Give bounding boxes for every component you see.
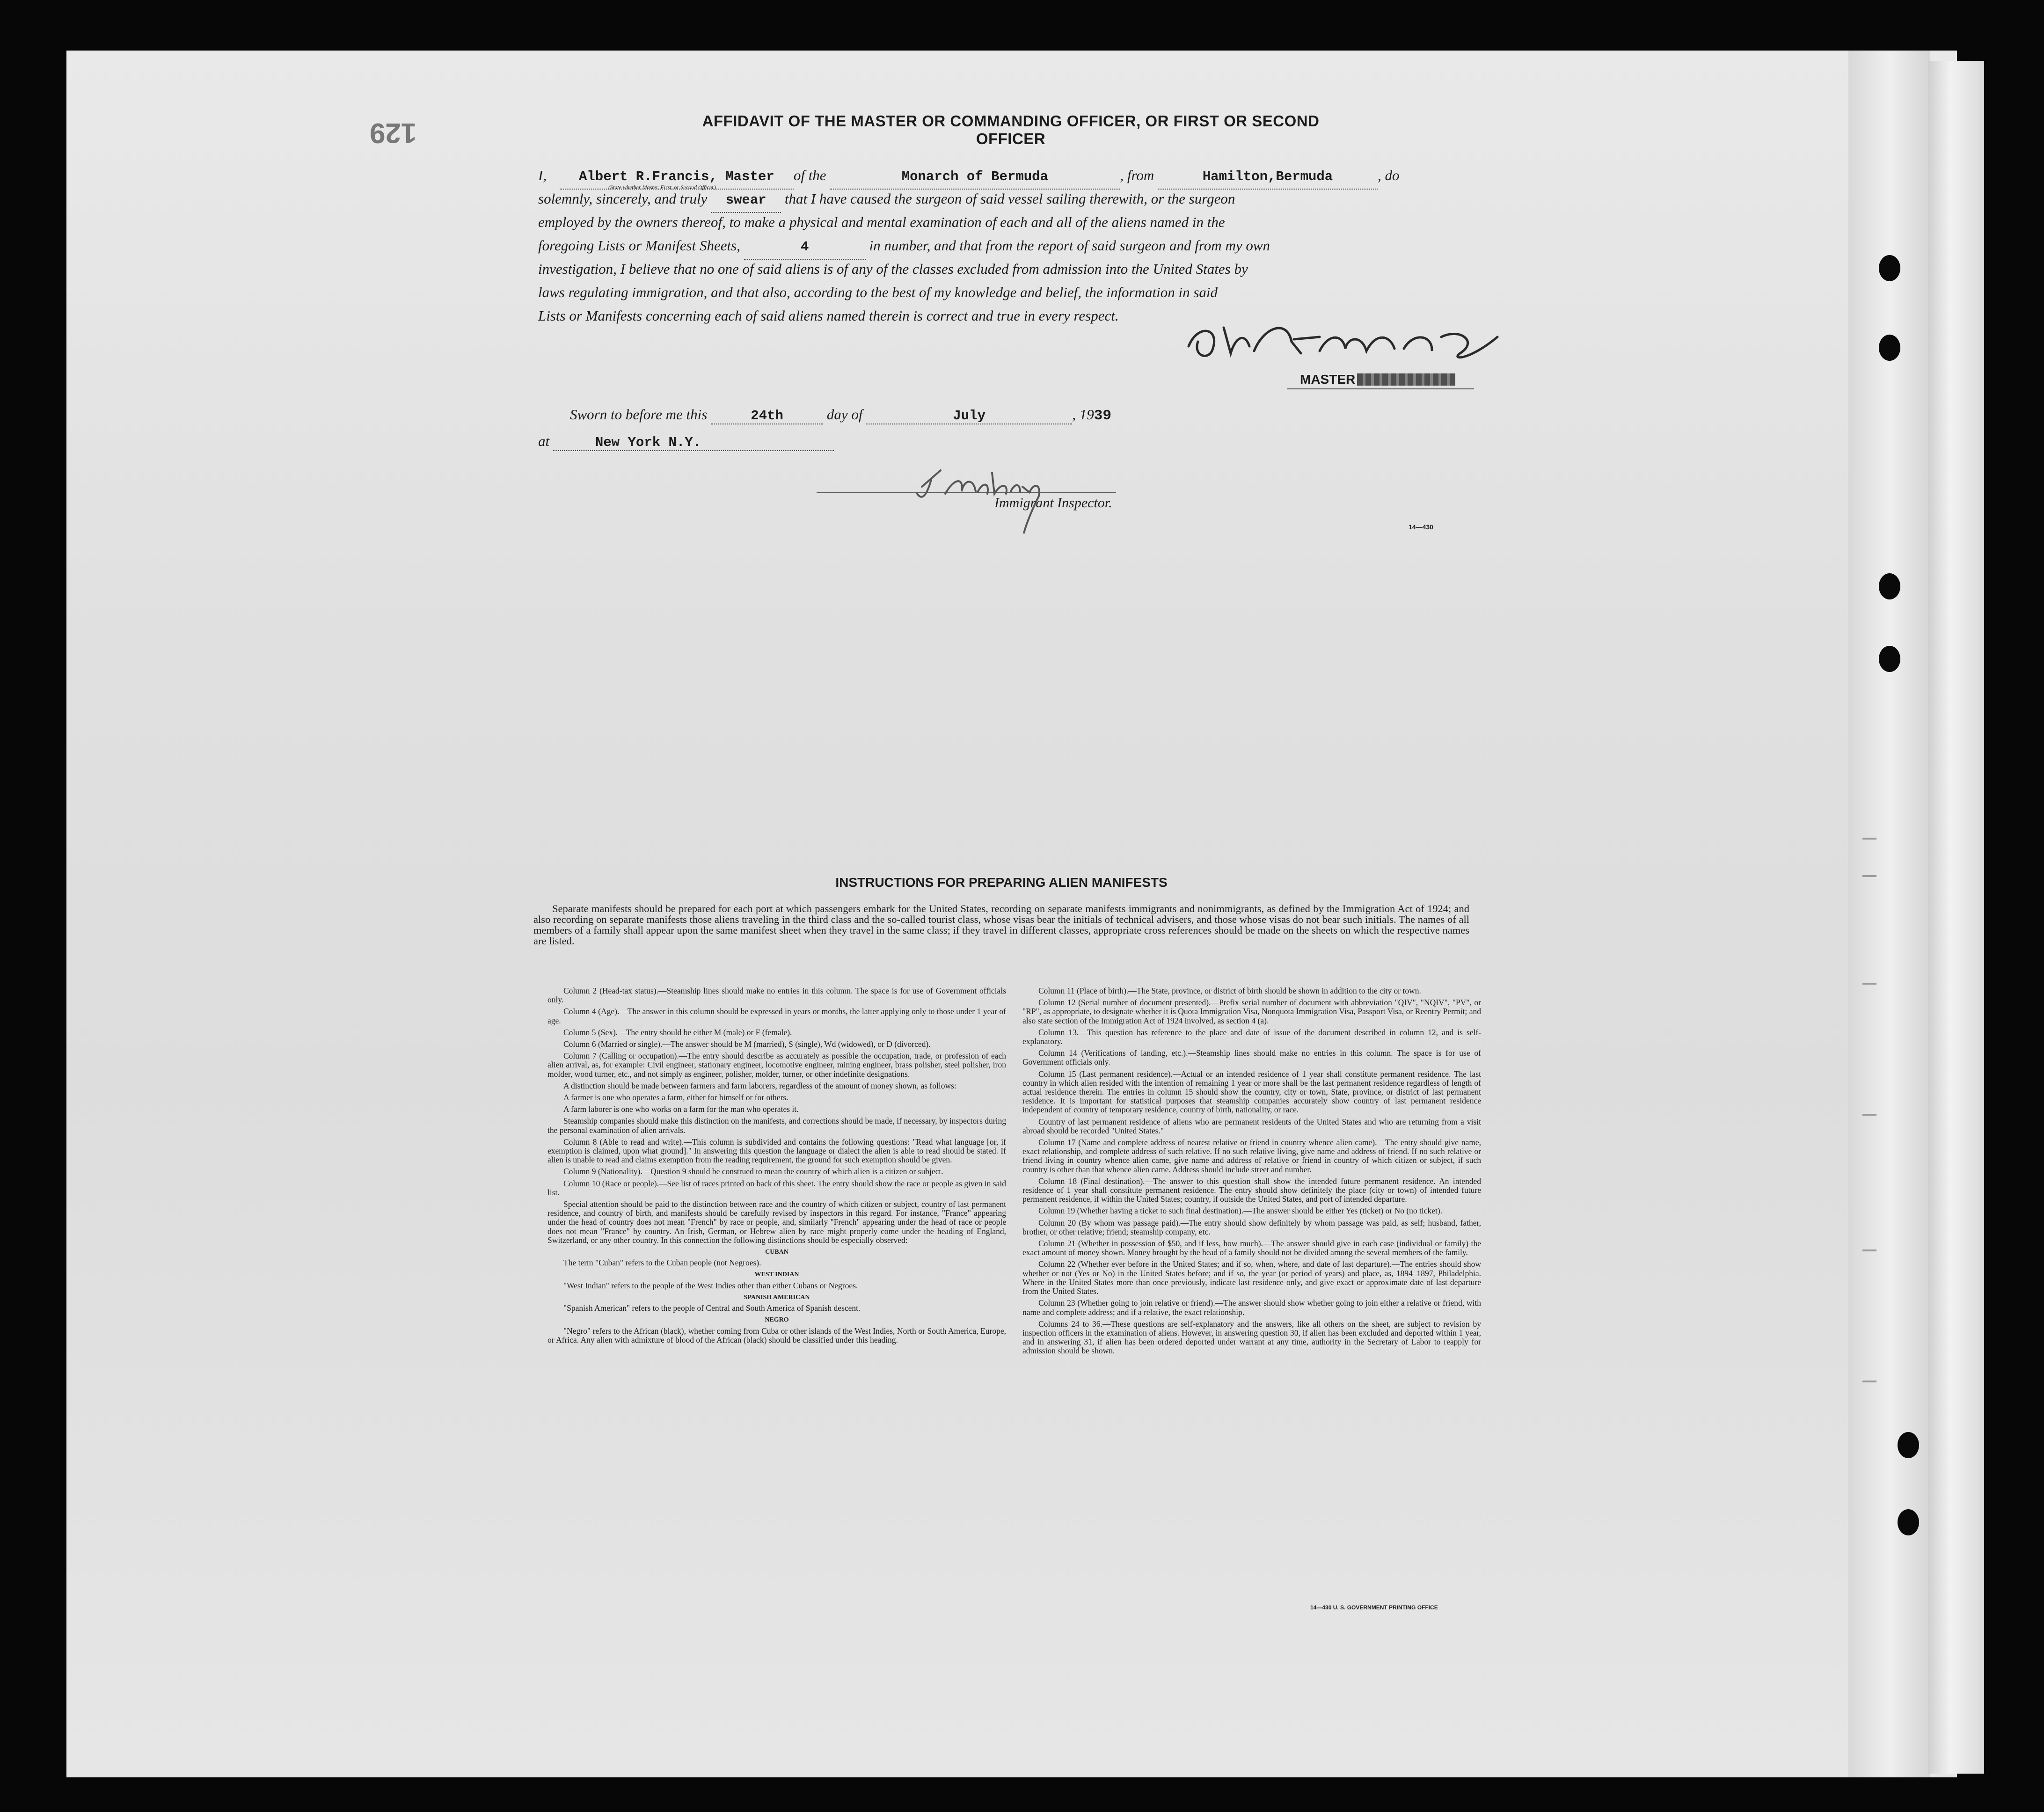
vessel-name-field: Monarch of Bermuda [830,165,1120,190]
instruction-paragraph: Column 2 (Head-tax status).—Steamship lines should make no entries in this column. The space is for use of Government officials only. [548,986,1006,1005]
affidavit-line5: investigation, I believe that no one of said aliens is of any of the classes excluded from admission into the United States by [538,261,1248,277]
instruction-paragraph: A farm laborer is one who works on a farm for the man who operates it. [563,1104,799,1114]
instruction-paragraph: Column 21 (Whether in possession of $50, and if less, how much).—The answer should give in each case (individual or family) the exact amount of money shown. Money brought by the head of a family should not be divided among the several members of the family. [1022,1239,1481,1257]
affidavit-i: I, [538,167,547,183]
instruction-paragraph: Column 5 (Sex).—The entry should be either M (male) or F (female). [563,1027,792,1037]
affidavit-of-the: of the [793,167,826,183]
affidavit-line4b: in number, and that from the report of said surgeon and from my own [869,237,1270,254]
at-text: at [538,433,550,449]
instruction-paragraph: Country of last permanent residence of aliens who are permanent residents of the United States and who are returning from a visit abroad should be recorded "United States." [1022,1117,1481,1135]
punch-hole [1898,1432,1919,1458]
punch-hole [1879,573,1900,599]
instruction-paragraph: Column 11 (Place of birth).—The State, province, or district of birth should be shown in addition to the city or town. [1038,986,1421,995]
sworn-year-field: 39 [1094,408,1111,424]
instruction-paragraph: Column 12 (Serial number of document presented).—Prefix serial number of document with abbreviation "QIV", "NQIV", "PV", or "RP", as appropriate, to designate whether it is Quota Immigration Visa, Nonquota Immigration Visa, Passport Visa, or Reentry Permit; and also state section of the Immigration Act of 1924 involved, as section 4 (a). [1022,998,1481,1025]
west-indian-text: "West Indian" refers to the people of the West Indies other than either Cubans or Negroes. [563,1280,858,1290]
affidavit-do: , do [1378,167,1400,183]
instruction-paragraph: Column 22 (Whether ever before in the United States; and if so, when, where, and date of last departure).—The entries should show whether or not (Yes or No) in the United States before; and if so, the year (or period of years) and place, as, 1894–1897, Philadelphia. Where in the United States more than once previously, indicate last residence only, and give exact or approximate date of last departure from the United States. [1022,1259,1481,1296]
edge-mark [1862,1114,1876,1116]
affidavit-body: I, Albert R.Francis, Master of the Monarch of Bermuda , from Hamilton,Bermuda , do solemnly, sincerely, and truly swear that I have caused the surgeon of said vessel sailing therewith, or the surgeon employed by the owners thereof, to make a physical and mental examination of each and all of the aliens named in the foregoing Lists or Manifest Sheets, 4 in number, and that from the report of said surgeon and from my own investigation, I believe that no one of said aliens is of any of the classes excluded from admission into the United States by laws regulating immigration, and that also, according to the best of my knowledge and belief, the information in said Lists or Manifests concerning each of said aliens named therein is correct and true in every respect. [538,164,1474,328]
instruction-paragraph: Column 14 (Verifications of landing, etc.).—Steamship lines should make no entries in this column. The space is for use of Government officials only. [1022,1048,1481,1067]
negro-text: "Negro" refers to the African (black), whether coming from Cuba or other islands of the West Indies, North or South America, Europe, or Africa. Any alien with admixture of blood of the African (black) should be classified under this heading. [548,1326,1006,1344]
signature-line [1287,388,1474,389]
instructions-title: INSTRUCTIONS FOR PREPARING ALIEN MANIFESTS [835,875,1168,890]
instruction-paragraph: Columns 24 to 36.—These questions are self-explanatory and the answers, like all others on the sheet, are subject to revision by inspection officers in the examination of aliens. However, in answering question 30, if alien has been excluded and deported within 1 year, and in answering 31, if alien has been ordered deported under warrant at any time, authority in the Secretary of Labor to reapply for admission should be shown. [1022,1319,1481,1356]
instruction-paragraph: Column 23 (Whether going to join relative or friend).—The answer should show whether going to join either a relative or friend, with name and complete address; and if a relative, the exact relationship. [1022,1298,1481,1317]
inspector-label: Immigrant Inspector. [994,495,1112,511]
instruction-paragraph: A farmer is one who operates a farm, either for himself or for others. [563,1093,788,1103]
year-prefix: , 19 [1072,406,1094,423]
form-number: 14—430 [1409,523,1433,531]
master-signature [1179,309,1507,365]
instruction-paragraph: Column 15 (Last permanent residence).—Actual or an intended residence of 1 year shall constitute permanent residence. The last country in which alien resided with the intention of remaining 1 year or more shall be the last permanent residence regardless of length of actual residence therein. The entries in column 15 should show the country, city or town, State, province, or district of last permanent residence. It is important for statistical purposes that steamship companies accurately show country of last permanent residence independent of country of temporary residence, country of birth, nationality, or race. [1022,1069,1481,1115]
west-indian-heading: WEST INDIAN [754,1271,799,1279]
edge-mark [1862,1381,1876,1382]
officer-rank-note: (State whether Master, First, or Second Officer) [608,184,716,190]
affidavit-title: AFFIDAVIT OF THE MASTER OR COMMANDING OFFICER, OR FIRST OR SECOND OFFICER [702,112,1320,147]
instruction-paragraph: A distinction should be made between farmers and farm laborers, regardless of the amount of money shown, as follows: [563,1081,956,1090]
affidavit-from: from [1127,167,1154,183]
punch-hole [1879,255,1900,281]
affidavit-line3: employed by the owners thereof, to make a physical and mental examination of each and all of the aliens named in the [538,214,1225,230]
departure-port-field: Hamilton,Bermuda [1158,165,1378,190]
printing-office-footer: 14—430 U. S. GOVERNMENT PRINTING OFFICE [1310,1604,1438,1611]
oath-field: swear [711,189,781,213]
affidavit-line7: Lists or Manifests concerning each of said aliens named therein is correct and true in every respect. [538,307,1119,324]
sworn-line [570,406,1111,424]
cuban-heading: CUBAN [765,1249,788,1256]
page-number-stamp: 129 [370,117,417,149]
instruction-paragraph: Column 17 (Name and complete address of nearest relative or friend in country whence alien came).—The entry should give name, exact relationship, and complete address of such relative. If no such relative living, give name and address of friend. If no such relative or friend living in country whence alien came, give name and address of relative or friend in country of which citizen or subject, if such country is other than that whence alien came. Address should include street and number. [1022,1138,1481,1174]
instruction-paragraph: Column 9 (Nationality).—Question 9 should be construed to mean the country of which alien is a citizen or subject. [563,1167,943,1176]
instruction-paragraph: Column 20 (By whom was passage paid).—The entry should show definitely by whom passage was paid, as self; husband, father, brother, or other relative; friend; steamship company, etc. [1022,1218,1481,1236]
spanish-american-heading: SPANISH AMERICAN [744,1293,810,1301]
edge-mark [1862,1249,1876,1251]
affidavit-solemnly: solemnly, sincerely, and truly [538,190,708,207]
instruction-paragraph: Column 13.—This question has reference to the place and date of issue of the document described in column 12, and is self-explanatory. [1022,1027,1481,1046]
sworn-month-field: July [866,408,1072,424]
officer-name-field: Albert R.Francis, Master [560,165,794,190]
punch-hole [1879,335,1900,361]
instruction-paragraph: Column 18 (Final destination).—The answer to this question shall show the intended future permanent residence. An intended residence of 1 year shall constitute permanent residence. The entry should show definitely the place (city or town) of intended future permanent residence, if within the United States; country, if outside the United States, and port of intended departure. [1022,1176,1481,1204]
sworn-day-field: 24th [711,408,823,424]
day-of-text: day of [826,406,863,423]
affidavit-line2: that I have caused the surgeon of said vessel sailing therewith, or the surgeon [784,190,1235,207]
instruction-paragraph: Column 19 (Whether having a ticket to such final destination).—The answer should be either Yes (ticket) or No (no ticket). [1038,1206,1443,1216]
sworn-place-field: New York N.Y. [553,435,834,451]
instruction-paragraph: Column 6 (Married or single).—The answer should be M (married), S (single), Wd (widowed), or D (divorced). [563,1039,931,1049]
instructions-intro: Separate manifests should be prepared for each port at which passengers embark for the United States, recording on separate manifests immigrants and nonimmigrants, as defined by the Immigration Act of 1924; and also recording on separate manifests those aliens traveling in the third class and the so-called tourist class, whose visas bear the initials of technical advisers, and those whose visas do not bear such initials. The names of all members of a family shall appear upon the same manifest sheet when they travel in the same class; if they travel in different classes, appropriate cross references should be made on the sheets on which the respective names are listed. [533,903,1469,947]
at-line [538,433,834,451]
punch-hole [1879,646,1900,672]
instructions-right-column [1022,986,1481,1359]
instruction-paragraph: Column 8 (Able to read and write).—This column is subdivided and contains the following questions: "Read what language [or, if exemption is claimed, upon what ground]." In answering this question the language or dialect the alien is able to read should be stated. If alien is unable to read and claims exemption from the reading requirement, the ground for such exemption should be given. [548,1137,1006,1165]
instruction-paragraph: Column 10 (Race or people).—See list of races printed on back of this sheet. The entry should show the race or people as given in said list. [548,1178,1006,1197]
negro-heading: NEGRO [765,1316,789,1324]
struck-out-title [1357,373,1455,386]
affidavit-line6: laws regulating immigration, and that also, according to the best of my knowledge and belief, the information in said [538,284,1218,300]
instruction-paragraph: Steamship companies should make this distinction on the manifests, and corrections should be made, if necessary, by inspectors during the personal examination of alien arrivals. [548,1116,1006,1135]
edge-mark [1862,983,1876,985]
punch-hole [1898,1509,1919,1535]
instruction-paragraph: Column 4 (Age).—The answer in this column should be expressed in years or months, the latter applying only to those under 1 year of age. [548,1007,1006,1025]
master-label: MASTER [1300,372,1356,387]
cuban-text: The term "Cuban" refers to the Cuban people (not Negroes). [563,1258,761,1268]
edge-mark [1862,875,1876,877]
affidavit-line4a: foregoing Lists or Manifest Sheets, [538,237,740,254]
sheet-count-field: 4 [744,235,866,260]
sworn-text: Sworn to before me this [570,406,708,423]
instruction-paragraph: Column 7 (Calling or occupation).—The entry should describe as accurately as possible the occupation, trade, or profession of each alien arrival, as, for example: Civil engineer, stationary engineer, locomotive engineer, mining engineer, brass polisher, steel polisher, iron molder, wood turner, etc., and not simply as engineer, polisher, molder, turner, or other indefinite designations. [548,1051,1006,1079]
spanish-american-text: "Spanish American" refers to the people of Central and South America of Spanish descent. [563,1303,861,1313]
instructions-left-column [548,986,1006,1347]
instruction-paragraph: Special attention should be paid to the distinction between race and the country of which citizen or subject, country of last permanent residence, and country of birth, and manifests should be carefully revised by inspectors in this regard. For instance, "France" appearing under the head of country does not mean "French" by race or people, and, similarly "French" appearing under the head of race or people does not mean "France" by country. An Irish, German, or Hebrew alien by race might properly come under the heading of England, Switzerland, or any other country. In this connection the following distinctions should be especially observed: [548,1199,1006,1245]
edge-mark [1862,838,1876,840]
inspector-signature-line [817,492,1116,493]
sheet-binding-edge [1928,61,1984,1774]
